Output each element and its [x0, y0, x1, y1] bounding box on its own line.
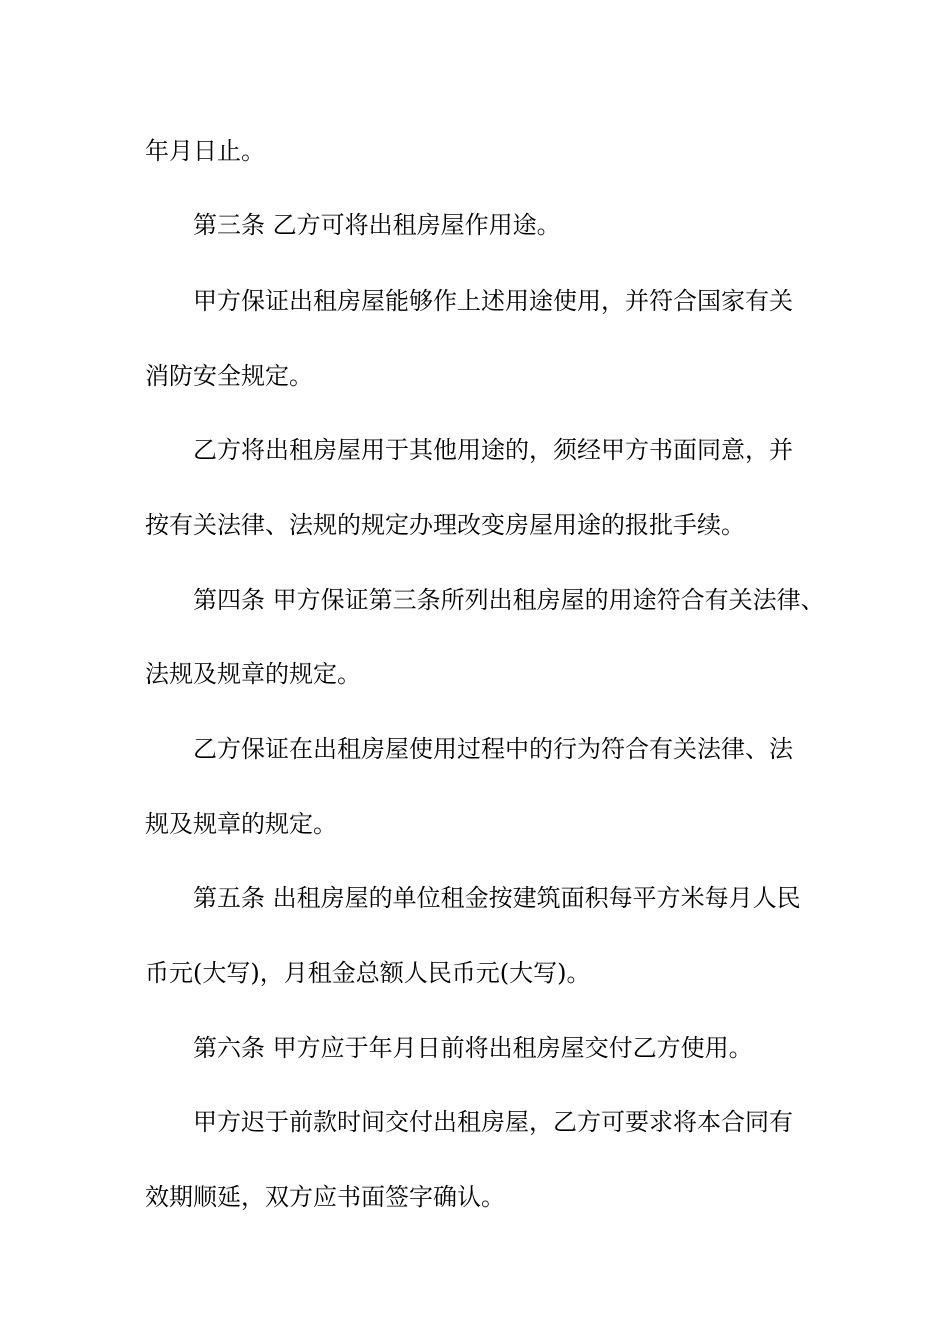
text-line-5: 乙方将出租房屋用于其他用途的，须经甲方书面同意，并	[193, 436, 793, 464]
text-line-1: 年月日止。	[145, 137, 265, 165]
text-line-14: 甲方迟于前款时间交付出租房屋，乙方可要求将本合同有	[193, 1108, 793, 1136]
text-line-3: 甲方保证出租房屋能够作上述用途使用，并符合国家有关	[193, 287, 793, 315]
text-line-15: 效期顺延，双方应书面签字确认。	[145, 1183, 505, 1211]
text-line-12: 币元(大写)，月租金总额人民币元(大写)。	[145, 959, 591, 987]
text-line-6: 按有关法律、法规的规定办理改变房屋用途的报批手续。	[145, 511, 745, 539]
text-line-10: 规及规章的规定。	[145, 810, 337, 838]
article-4-heading: 第四条 甲方保证第三条所列出租房屋的用途符合有关法律、	[193, 586, 825, 614]
article-3-heading: 第三条 乙方可将出租房屋作用途。	[193, 211, 561, 239]
text-line-9: 乙方保证在出租房屋使用过程中的行为符合有关法律、法	[193, 735, 793, 763]
article-6-heading: 第六条 甲方应于年月日前将出租房屋交付乙方使用。	[193, 1034, 753, 1062]
article-5-heading: 第五条 出租房屋的单位租金按建筑面积每平方米每月人民	[193, 884, 801, 912]
text-line-4: 消防安全规定。	[145, 362, 313, 390]
text-line-8: 法规及规章的规定。	[145, 660, 361, 688]
